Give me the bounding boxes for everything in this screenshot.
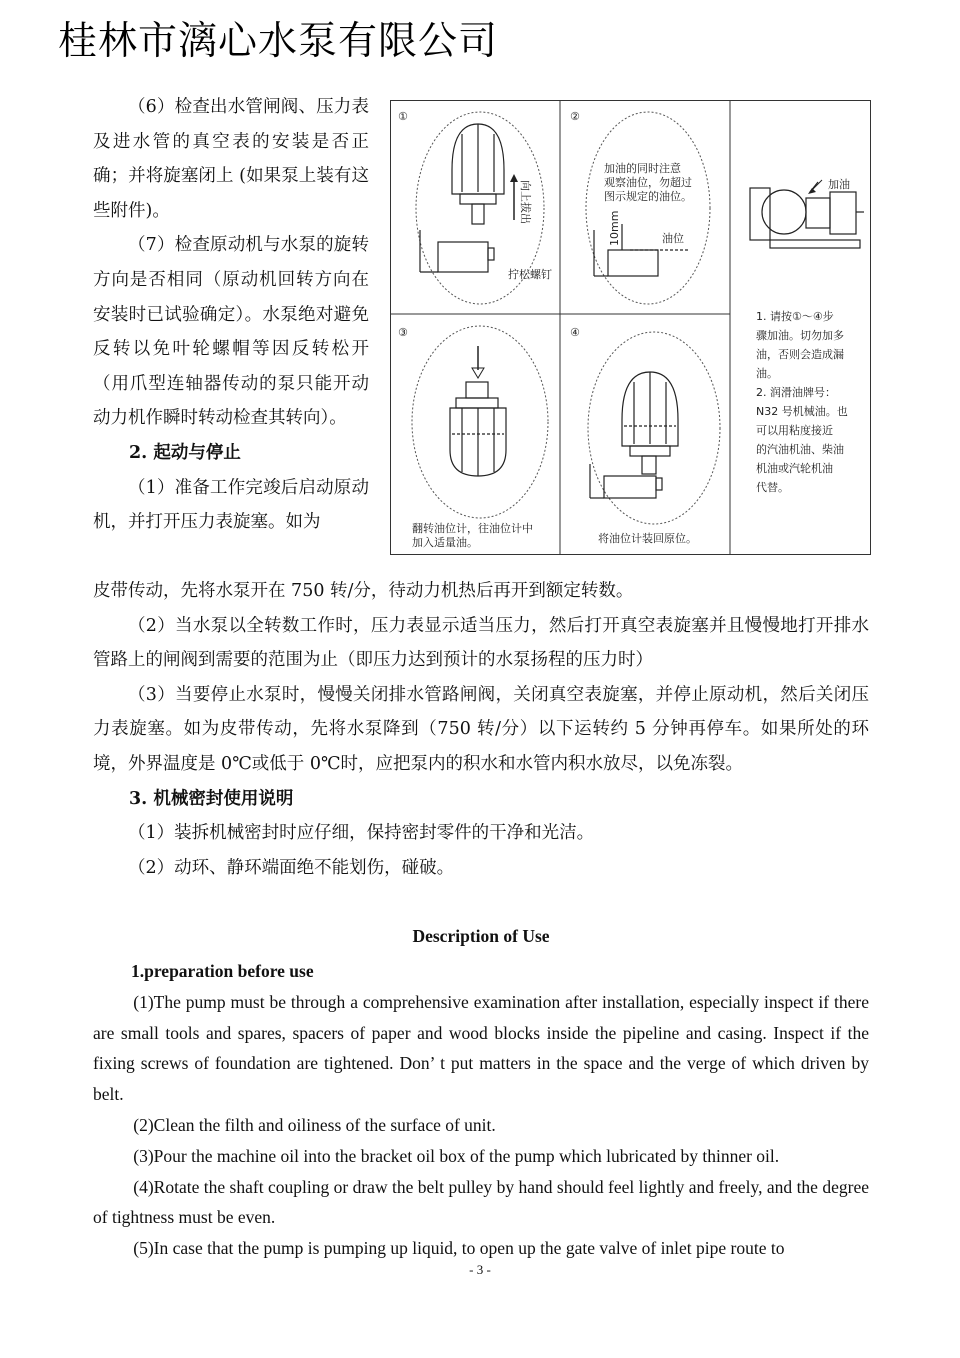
step-number-3: ③	[398, 326, 408, 339]
paragraph: (2)Clean the filth and oiliness of the surface of unit.	[133, 1114, 496, 1135]
paragraph: (5)In case that the pump is pumping up liquid, to open up the gate valve of inlet pipe route to	[133, 1238, 785, 1259]
paragraph: (3)Pour the machine oil into the bracket oil box of the pump which lubricated by thinner oil.	[133, 1145, 780, 1166]
oil-cup-1	[420, 124, 504, 272]
step1-screw-label: 拧松螺钉	[508, 268, 552, 281]
step2-note-line: 加油的同时注意	[604, 162, 681, 175]
full-width-text	[93, 574, 869, 885]
oiling-diagram	[390, 100, 871, 555]
note-line: 油。	[756, 367, 778, 380]
english-text	[93, 956, 869, 1264]
left-text-column	[93, 90, 369, 540]
note-line: 骤加油。切勿加多	[756, 329, 844, 342]
paragraph: （1）准备工作完竣后启动原动机，并打开压力表旋塞。如为	[93, 477, 369, 533]
step2-dimension-label: 10mm	[608, 210, 621, 246]
step2-note-line: 图示规定的油位。	[604, 190, 692, 203]
paragraph: （2）当水泵以全转数工作时，压力表显示适当压力，然后打开真空表旋塞并且慢慢地打开排水管路上的闸阀到需要的范围为止（即压力达到预计的水泵扬程的压力时）	[93, 615, 869, 671]
oil-cup-4	[590, 372, 678, 498]
step2-level-label: 油位	[662, 232, 684, 245]
paragraph: (4)Rotate the shaft coupling or draw the belt pulley by hand should feel lightly and freely, and the degree of tightness must be even.	[93, 1176, 869, 1228]
pump-illustration	[750, 182, 864, 248]
note-line: 油，否则会造成漏	[756, 348, 844, 361]
oil-cup-inverted-3	[450, 382, 506, 476]
note-line: 机油或汽轮机油	[756, 462, 833, 475]
paragraph: （6）检查出水管闸阀、压力表及进水管的真空表的安装是否正确；并将旋塞闭上 (如果泵上装有这些附件)。	[93, 97, 369, 221]
note-line: 可以用粘度接近	[756, 424, 833, 437]
paragraph: 皮带传动，先将水泵开在 750 转/分，待动力机热后再开到额定转数。	[93, 581, 634, 601]
section-heading: 1.preparation before use	[131, 961, 314, 981]
step2-note-line: 观察油位，勿超过	[604, 176, 692, 189]
note-line: 代替。	[756, 481, 789, 494]
paragraph: （1）装拆机械密封时应仔细，保持密封零件的干净和光洁。	[128, 823, 595, 844]
oiling-notes	[756, 309, 848, 494]
paragraph: （2）动环、静环端面绝不能划伤，碰破。	[128, 857, 455, 878]
step4-caption: 将油位计装回原位。	[598, 532, 697, 545]
step3-caption-line: 加入适量油。	[412, 536, 478, 549]
section-heading: 3. 机械密封使用说明	[129, 788, 294, 809]
note-line: N32 号机械油。也	[756, 405, 848, 418]
note-line: 2. 润滑油牌号：	[756, 386, 836, 399]
note-line: 的汽油机油、柴油	[756, 443, 844, 456]
note-line: 1. 请按①～④步	[756, 310, 834, 323]
step1-arrow-label: 向上拔出	[519, 180, 532, 224]
paragraph: （7）检查原动机与水泵的旋转方向是否相同（原动机回转方向在安装时已试验确定）。水泵绝对避免反转以免叶轮螺帽等因反转松开（用爪型连轴器传动的泵只能开动动力机作瞬时转动检查其转向）。	[93, 235, 369, 429]
oiling-instruction-figure	[390, 100, 871, 555]
step-number-4: ④	[570, 326, 580, 339]
english-title: Description of Use	[412, 926, 550, 946]
step3-caption-line: 翻转油位计，往油位计中	[412, 522, 533, 535]
pump-oil-label: 加油	[828, 178, 850, 191]
step-number-1: ①	[398, 110, 408, 123]
paragraph: (1)The pump must be through a comprehensive examination after installation, especially inspect if there are small tools and spares, spacers of paper and wood blocks inside the pipeline and casing. Inspect if the fixing screws of foundation are tightened. Don’ t put matters in the space and the verge of which driven by belt.	[93, 991, 869, 1105]
section-heading: 2. 起动与停止	[129, 442, 241, 463]
page-number: - 3 -	[469, 1262, 491, 1277]
step-number-2: ②	[570, 110, 580, 123]
company-header: 桂林市漓心水泵有限公司	[58, 19, 499, 64]
paragraph: （3）当要停止水泵时，慢慢关闭排水管路闸阀，关闭真空表旋塞，并停止原动机，然后关闭压力表旋塞。如为皮带传动，先将水泵降到（750 转/分）以下运转约 5 分钟再停车。如果所处的环境，外界温度是 0℃或低于 0℃时，应把泵内的积水和水管内积水放尽，以免冻裂。	[93, 684, 869, 774]
